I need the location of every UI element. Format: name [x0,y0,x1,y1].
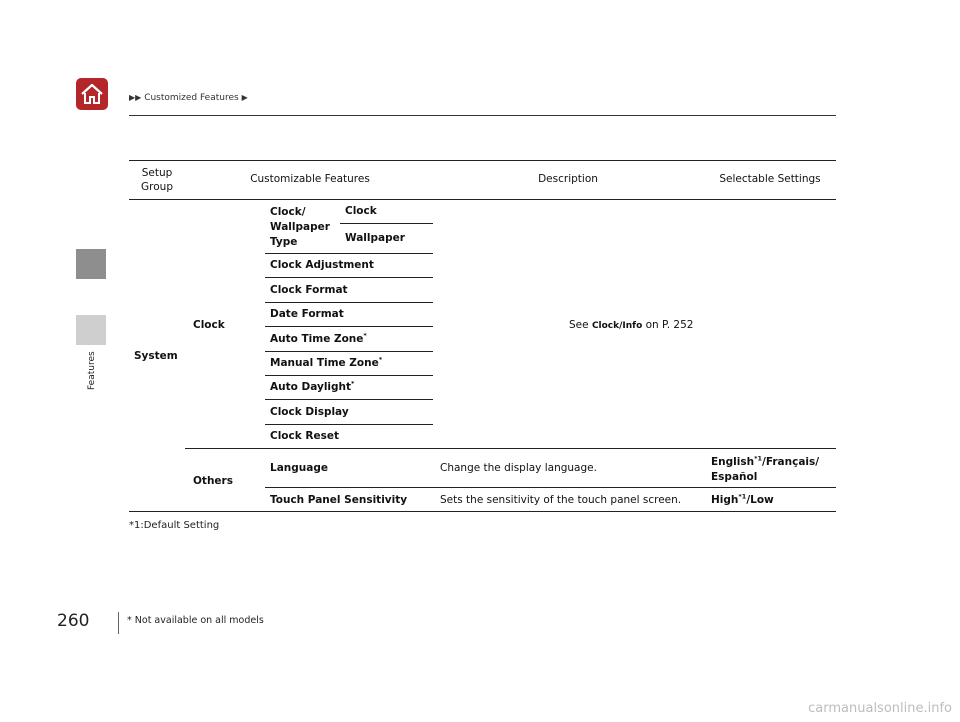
feature-clock-display: Clock Display [270,406,349,418]
header-customizable-features: Customizable Features [250,173,370,185]
section-others: Others [193,475,233,487]
breadcrumb-arrow-icon: ▶ [241,93,248,102]
header-setup-group: Setup Group [141,167,173,193]
not-all-models-mark: * [363,331,367,340]
page-number: 260 [57,611,90,631]
home-button[interactable] [76,78,108,110]
settings-touch-panel-sensitivity: High$^{*1}$/Low [711,492,774,506]
chapter-tab-marker [76,249,106,279]
feature-language: Language [270,462,328,474]
table-bottom-rule [129,511,836,512]
chapter-tab-active [76,315,106,345]
group-system: System [134,350,178,362]
default-mark: *1 [754,454,763,463]
feature-date-format: Date Format [270,308,344,320]
row-rule [265,277,433,278]
feature-auto-time-zone: Auto Time Zone* [270,331,367,345]
subgroup-clock-wallpaper-type: Clock/ Wallpaper Type [270,206,330,248]
feature-clock: Clock [345,205,377,217]
breadcrumb[interactable] [129,93,248,103]
see-reference: See Clock/Info on P. 252 [569,319,694,331]
footnote-models: * Not available on all models [127,615,264,626]
table-top-rule [129,160,836,161]
default-setting-note: *1:Default Setting [129,520,220,531]
row-rule [265,487,836,488]
not-all-models-mark: * [378,355,383,364]
row-rule [265,375,433,376]
home-icon [76,78,108,110]
breadcrumb-section[interactable]: Customized Features [144,93,239,103]
feature-auto-daylight: Auto Daylight* [270,379,355,393]
feature-clock-reset: Clock Reset [270,430,339,442]
row-rule [340,223,433,224]
table-header-rule [129,199,836,200]
row-rule [265,326,433,327]
reference-link[interactable]: Clock/Info [591,321,643,331]
feature-clock-adjustment: Clock Adjustment [270,259,374,271]
row-rule [265,399,433,400]
footer-divider [118,612,119,634]
row-rule [265,253,433,254]
section-clock: Clock [193,319,225,331]
feature-wallpaper: Wallpaper [345,232,405,244]
row-rule [265,351,433,352]
settings-language: English$^{*1}$/Français/ Español [711,454,820,483]
default-mark: *1 [738,492,747,501]
row-rule [265,424,433,425]
header-rule [129,115,836,116]
header-selectable-settings: Selectable Settings [719,173,821,185]
feature-clock-format: Clock Format [270,284,348,296]
feature-manual-time-zone: Manual Time Zone* [270,355,383,369]
not-all-models-mark: * [351,379,355,388]
description-language: Change the display language. [440,462,597,474]
feature-touch-panel-sensitivity: Touch Panel Sensitivity [270,494,408,506]
section-rule [185,448,836,449]
header-description: Description [538,173,598,185]
description-touch-panel-sensitivity: Sets the sensitivity of the touch panel screen. [440,494,682,506]
breadcrumb-arrow-icon: ▶▶ [129,93,142,102]
watermark: carmanualsonline.info [808,701,952,716]
row-rule [265,302,433,303]
